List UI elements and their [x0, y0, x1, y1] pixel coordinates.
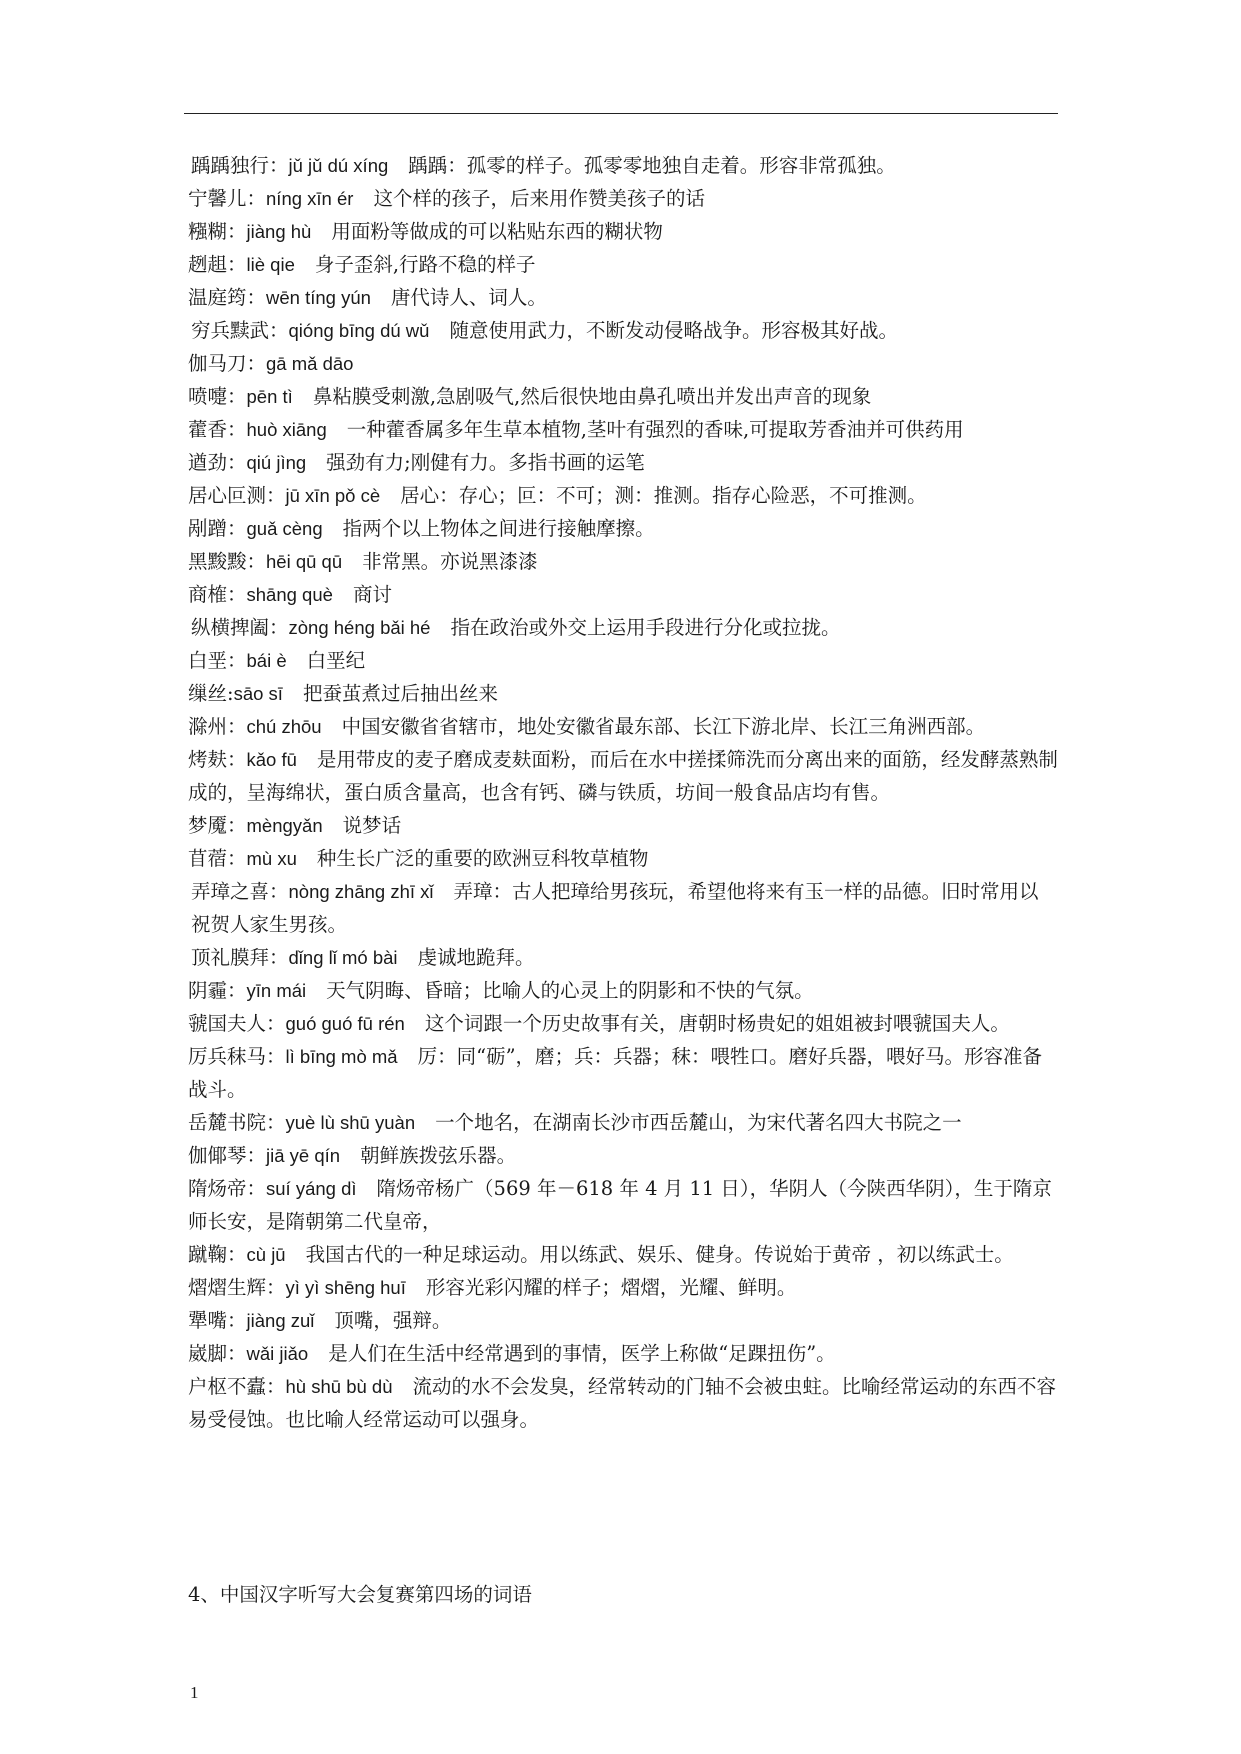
- vocab-entry: [188, 512, 1058, 545]
- vocab-pinyin: suí yáng dì: [266, 1178, 357, 1199]
- vocab-pinyin: lì bīng mò mǎ: [285, 1046, 398, 1067]
- vocab-entry: [188, 1007, 1058, 1040]
- vocab-definition: 隋炀帝杨广（569 年－618 年 4 月 11 日），华阴人（今陕西华阴），生于隋京师长安，是隋朝第二代皇帝，: [188, 1177, 1052, 1233]
- vocab-entry: [188, 479, 1058, 512]
- vocab-term: 藿香：: [188, 418, 247, 441]
- vocab-term: 岳麓书院：: [188, 1111, 286, 1134]
- vocab-pinyin: wǎi jiǎo: [246, 1343, 309, 1364]
- vocab-term: 虢国夫人：: [188, 1012, 286, 1035]
- vocab-entry: [188, 710, 1058, 743]
- vocab-pinyin: shāng què: [246, 584, 333, 605]
- vocab-term: 犟嘴：: [188, 1309, 247, 1332]
- vocab-term: 熠熠生辉：: [188, 1276, 286, 1299]
- vocab-entry: [188, 1139, 1058, 1172]
- vocab-definition: 白垩纪: [306, 649, 366, 672]
- section-heading: 4、中国汉字听写大会复赛第四场的词语: [188, 1583, 532, 1606]
- vocab-definition: 强劲有力;刚健有力。多指书画的运笔: [326, 451, 645, 474]
- vocab-definition: 指在政治或外交上运用手段进行分化或拉拢。: [450, 616, 841, 639]
- vocab-pinyin: pēn tì: [246, 386, 293, 407]
- vocab-pinyin: yīn mái: [246, 980, 307, 1001]
- vocab-definition: 这个样的孩子，后来用作赞美孩子的话: [373, 187, 705, 210]
- vocab-pinyin: jiā yē qín: [266, 1145, 341, 1166]
- vocab-term: 梦魇：: [188, 814, 247, 837]
- vocab-entry: [188, 1337, 1058, 1370]
- vocab-term: 穷兵黩武：: [191, 319, 289, 342]
- vocab-definition: 鼻粘膜受刺激,急剧吸气,然后很快地由鼻孔喷出并发出声音的现象: [312, 385, 872, 408]
- vocab-definition: 中国安徽省省辖市，地处安徽省最东部、长江下游北岸、长江三角洲西部。: [341, 715, 986, 738]
- vocab-term: 顶礼膜拜：: [191, 946, 289, 969]
- vocab-term: 隋炀帝：: [188, 1177, 267, 1200]
- vocab-definition: 虔诚地跪拜。: [417, 946, 535, 969]
- vocab-definition: 这个词跟一个历史故事有关，唐朝时杨贵妃的姐姐被封喂虢国夫人。: [424, 1012, 1010, 1035]
- vocab-entry: [188, 1304, 1058, 1337]
- vocab-pinyin: qiú jìng: [246, 452, 307, 473]
- vocab-term: 阴霾：: [188, 979, 247, 1002]
- vocab-pinyin: yì yì shēng huī: [285, 1277, 406, 1298]
- vocab-entry: [188, 842, 1058, 875]
- vocab-entry: [188, 281, 1058, 314]
- vocab-entry: [188, 644, 1058, 677]
- vocab-pinyin: hēi qū qū: [266, 551, 343, 572]
- vocab-term: 缫丝:: [188, 682, 234, 705]
- vocab-term: 趔趄：: [188, 253, 247, 276]
- vocab-definition: 流动的水不会发臭，经常转动的门轴不会被虫蛀。比喻经常运动的东西不容易受侵蚀。也比喻人经常运动可以强身。: [188, 1375, 1057, 1431]
- vocab-definition: 种生长广泛的重要的欧洲豆科牧草植物: [316, 847, 649, 870]
- vocab-definition: 厉：同“砺”，磨；兵：兵器；秣：喂牲口。磨好兵器，喂好马。形容准备战斗。: [188, 1045, 1043, 1101]
- vocab-pinyin: níng xīn ér: [266, 188, 354, 209]
- vocab-pinyin: guó guó fū rén: [285, 1013, 405, 1034]
- vocab-term: 遒劲：: [188, 451, 247, 474]
- vocab-pinyin: gā mǎ dāo: [266, 353, 354, 374]
- vocab-entry: [188, 1106, 1058, 1139]
- vocab-definition: 非常黑。亦说黑漆漆: [362, 550, 538, 573]
- vocab-term: 温庭筠：: [188, 286, 267, 309]
- vocab-definition: 弄璋：古人把璋给男孩玩，希望他将来有玉一样的品德。旧时常用以祝贺人家生男孩。: [191, 880, 1039, 936]
- vocab-entry: [188, 1238, 1058, 1271]
- vocab-definition: 我国古代的一种足球运动。用以练武、娱乐、健身。传说始于黄帝 ，初以练武士。: [305, 1243, 1014, 1266]
- vocab-pinyin: cù jū: [246, 1244, 286, 1265]
- vocab-term: 宁馨儿：: [188, 187, 267, 210]
- vocab-term: 伽倻琴：: [188, 1144, 267, 1167]
- vocab-pinyin: hù shū bù dù: [285, 1376, 393, 1397]
- vocab-entry: [188, 149, 1058, 182]
- vocab-pinyin: dǐng lǐ mó bài: [288, 947, 398, 968]
- vocab-term: 纵横捭阖：: [191, 616, 289, 639]
- vocab-term: 滁州：: [188, 715, 247, 738]
- vocab-pinyin: yuè lù shū yuàn: [285, 1112, 416, 1133]
- vocab-pinyin: kǎo fū: [246, 749, 297, 770]
- vocab-entry: [188, 314, 1058, 347]
- vocab-term: 糨糊：: [188, 220, 247, 243]
- vocab-definition: 顶嘴，强辩。: [334, 1309, 452, 1332]
- vocab-pinyin: mèngyǎn: [246, 815, 323, 836]
- vocab-pinyin: huò xiāng: [246, 419, 327, 440]
- vocab-entry: [188, 941, 1058, 974]
- vocab-pinyin: qióng bīng dú wǔ: [288, 320, 430, 341]
- vocab-term: 黑黢黢：: [188, 550, 267, 573]
- vocab-definition: 把蚕茧煮过后抽出丝来: [302, 682, 498, 705]
- vocab-pinyin: jiàng zuǐ: [246, 1310, 315, 1331]
- vocab-entry: [188, 413, 1058, 446]
- vocab-pinyin: jū xīn pǒ cè: [285, 485, 381, 506]
- vocab-term: 喷嚏：: [188, 385, 247, 408]
- vocab-term: 户枢不蠹：: [188, 1375, 286, 1398]
- vocab-entry: [188, 677, 1058, 710]
- vocab-definition: 指两个以上物体之间进行接触摩擦。: [342, 517, 655, 540]
- vocab-entry: [188, 1271, 1058, 1304]
- vocab-entry: [188, 875, 1058, 941]
- vocab-definition: 一种藿香属多年生草本植物,茎叶有强烈的香味,可提取芳香油并可供药用: [346, 418, 964, 441]
- vocab-entry: [188, 248, 1058, 281]
- vocab-entry: [188, 974, 1058, 1007]
- vocab-definition: 居心：存心；叵：不可；测：推测。指存心险恶，不可推测。: [400, 484, 927, 507]
- vocab-term: 踽踽独行：: [191, 154, 289, 177]
- vocab-term: 剐蹭：: [188, 517, 247, 540]
- vocab-term: 厉兵秣马：: [188, 1045, 286, 1068]
- vocab-pinyin: mù xu: [246, 848, 297, 869]
- vocabulary-list: [188, 149, 1058, 1436]
- vocab-term: 商榷：: [188, 583, 247, 606]
- vocab-term: 白垩：: [188, 649, 247, 672]
- vocab-definition: 随意使用武力，不断发动侵略战争。形容极其好战。: [449, 319, 898, 342]
- vocab-term: 弄璋之喜：: [191, 880, 289, 903]
- vocab-entry: [188, 809, 1058, 842]
- vocab-entry: [188, 578, 1058, 611]
- vocab-definition: 唐代诗人、词人。: [390, 286, 547, 309]
- vocab-entry: [188, 611, 1058, 644]
- vocab-definition: 身子歪斜,行路不稳的样子: [314, 253, 536, 276]
- vocab-term: 烤麸：: [188, 748, 247, 771]
- vocab-pinyin: liè qie: [246, 254, 295, 275]
- vocab-pinyin: chú zhōu: [246, 716, 322, 737]
- vocab-definition: 用面粉等做成的可以粘贴东西的糊状物: [331, 220, 663, 243]
- vocab-entry: [188, 1172, 1058, 1238]
- vocab-entry: [188, 380, 1058, 413]
- vocab-pinyin: guǎ cèng: [246, 518, 323, 539]
- vocab-pinyin: bái è: [246, 650, 287, 671]
- vocab-pinyin: wēn tíng yún: [266, 287, 371, 308]
- vocab-pinyin: jiàng hù: [246, 221, 312, 242]
- page-number: 1: [190, 1683, 199, 1702]
- vocab-entry: [188, 347, 1058, 380]
- vocab-entry: [188, 446, 1058, 479]
- vocab-entry: [188, 1040, 1058, 1106]
- vocab-entry: [188, 215, 1058, 248]
- header-rule: [184, 113, 1058, 114]
- vocab-pinyin: jǔ jǔ dú xíng: [288, 155, 389, 176]
- vocab-definition: 天气阴晦、昏暗；比喻人的心灵上的阴影和不快的气氛。: [326, 979, 814, 1002]
- vocab-term: 伽马刀：: [188, 352, 267, 375]
- vocab-term: 崴脚：: [188, 1342, 247, 1365]
- vocab-entry: [188, 1370, 1058, 1436]
- vocab-definition: 是人们在生活中经常遇到的事情，医学上称做“足踝扭伤”。: [328, 1342, 836, 1365]
- vocab-definition: 一个地名，在湖南长沙市西岳麓山，为宋代著名四大书院之一: [435, 1111, 962, 1134]
- vocab-definition: 是用带皮的麦子磨成麦麸面粉，而后在水中搓揉筛洗而分离出来的面筋，经发酵蒸熟制成的，呈海绵状，蛋白质含量高，也含有钙、磷与铁质，坊间一般食品店均有售。: [188, 748, 1058, 804]
- vocab-term: 苜蓿：: [188, 847, 247, 870]
- vocab-entry: [188, 182, 1058, 215]
- vocab-entry: [188, 545, 1058, 578]
- vocab-pinyin: nòng zhāng zhī xǐ: [288, 881, 434, 902]
- vocab-definition: 说梦话: [342, 814, 402, 837]
- vocab-definition: 朝鲜族拨弦乐器。: [360, 1144, 517, 1167]
- vocab-pinyin: sāo sī: [233, 683, 283, 704]
- vocab-definition: 商讨: [352, 583, 392, 606]
- vocab-definition: 踽踽：孤零的样子。孤零零地独自走着。形容非常孤独。: [408, 154, 896, 177]
- vocab-term: 居心叵测：: [188, 484, 286, 507]
- vocab-pinyin: zòng héng bǎi hé: [288, 617, 431, 638]
- vocab-term: 蹴鞠：: [188, 1243, 247, 1266]
- vocab-definition: 形容光彩闪耀的样子；熠熠，光耀、鲜明。: [425, 1276, 797, 1299]
- vocab-entry: [188, 743, 1058, 809]
